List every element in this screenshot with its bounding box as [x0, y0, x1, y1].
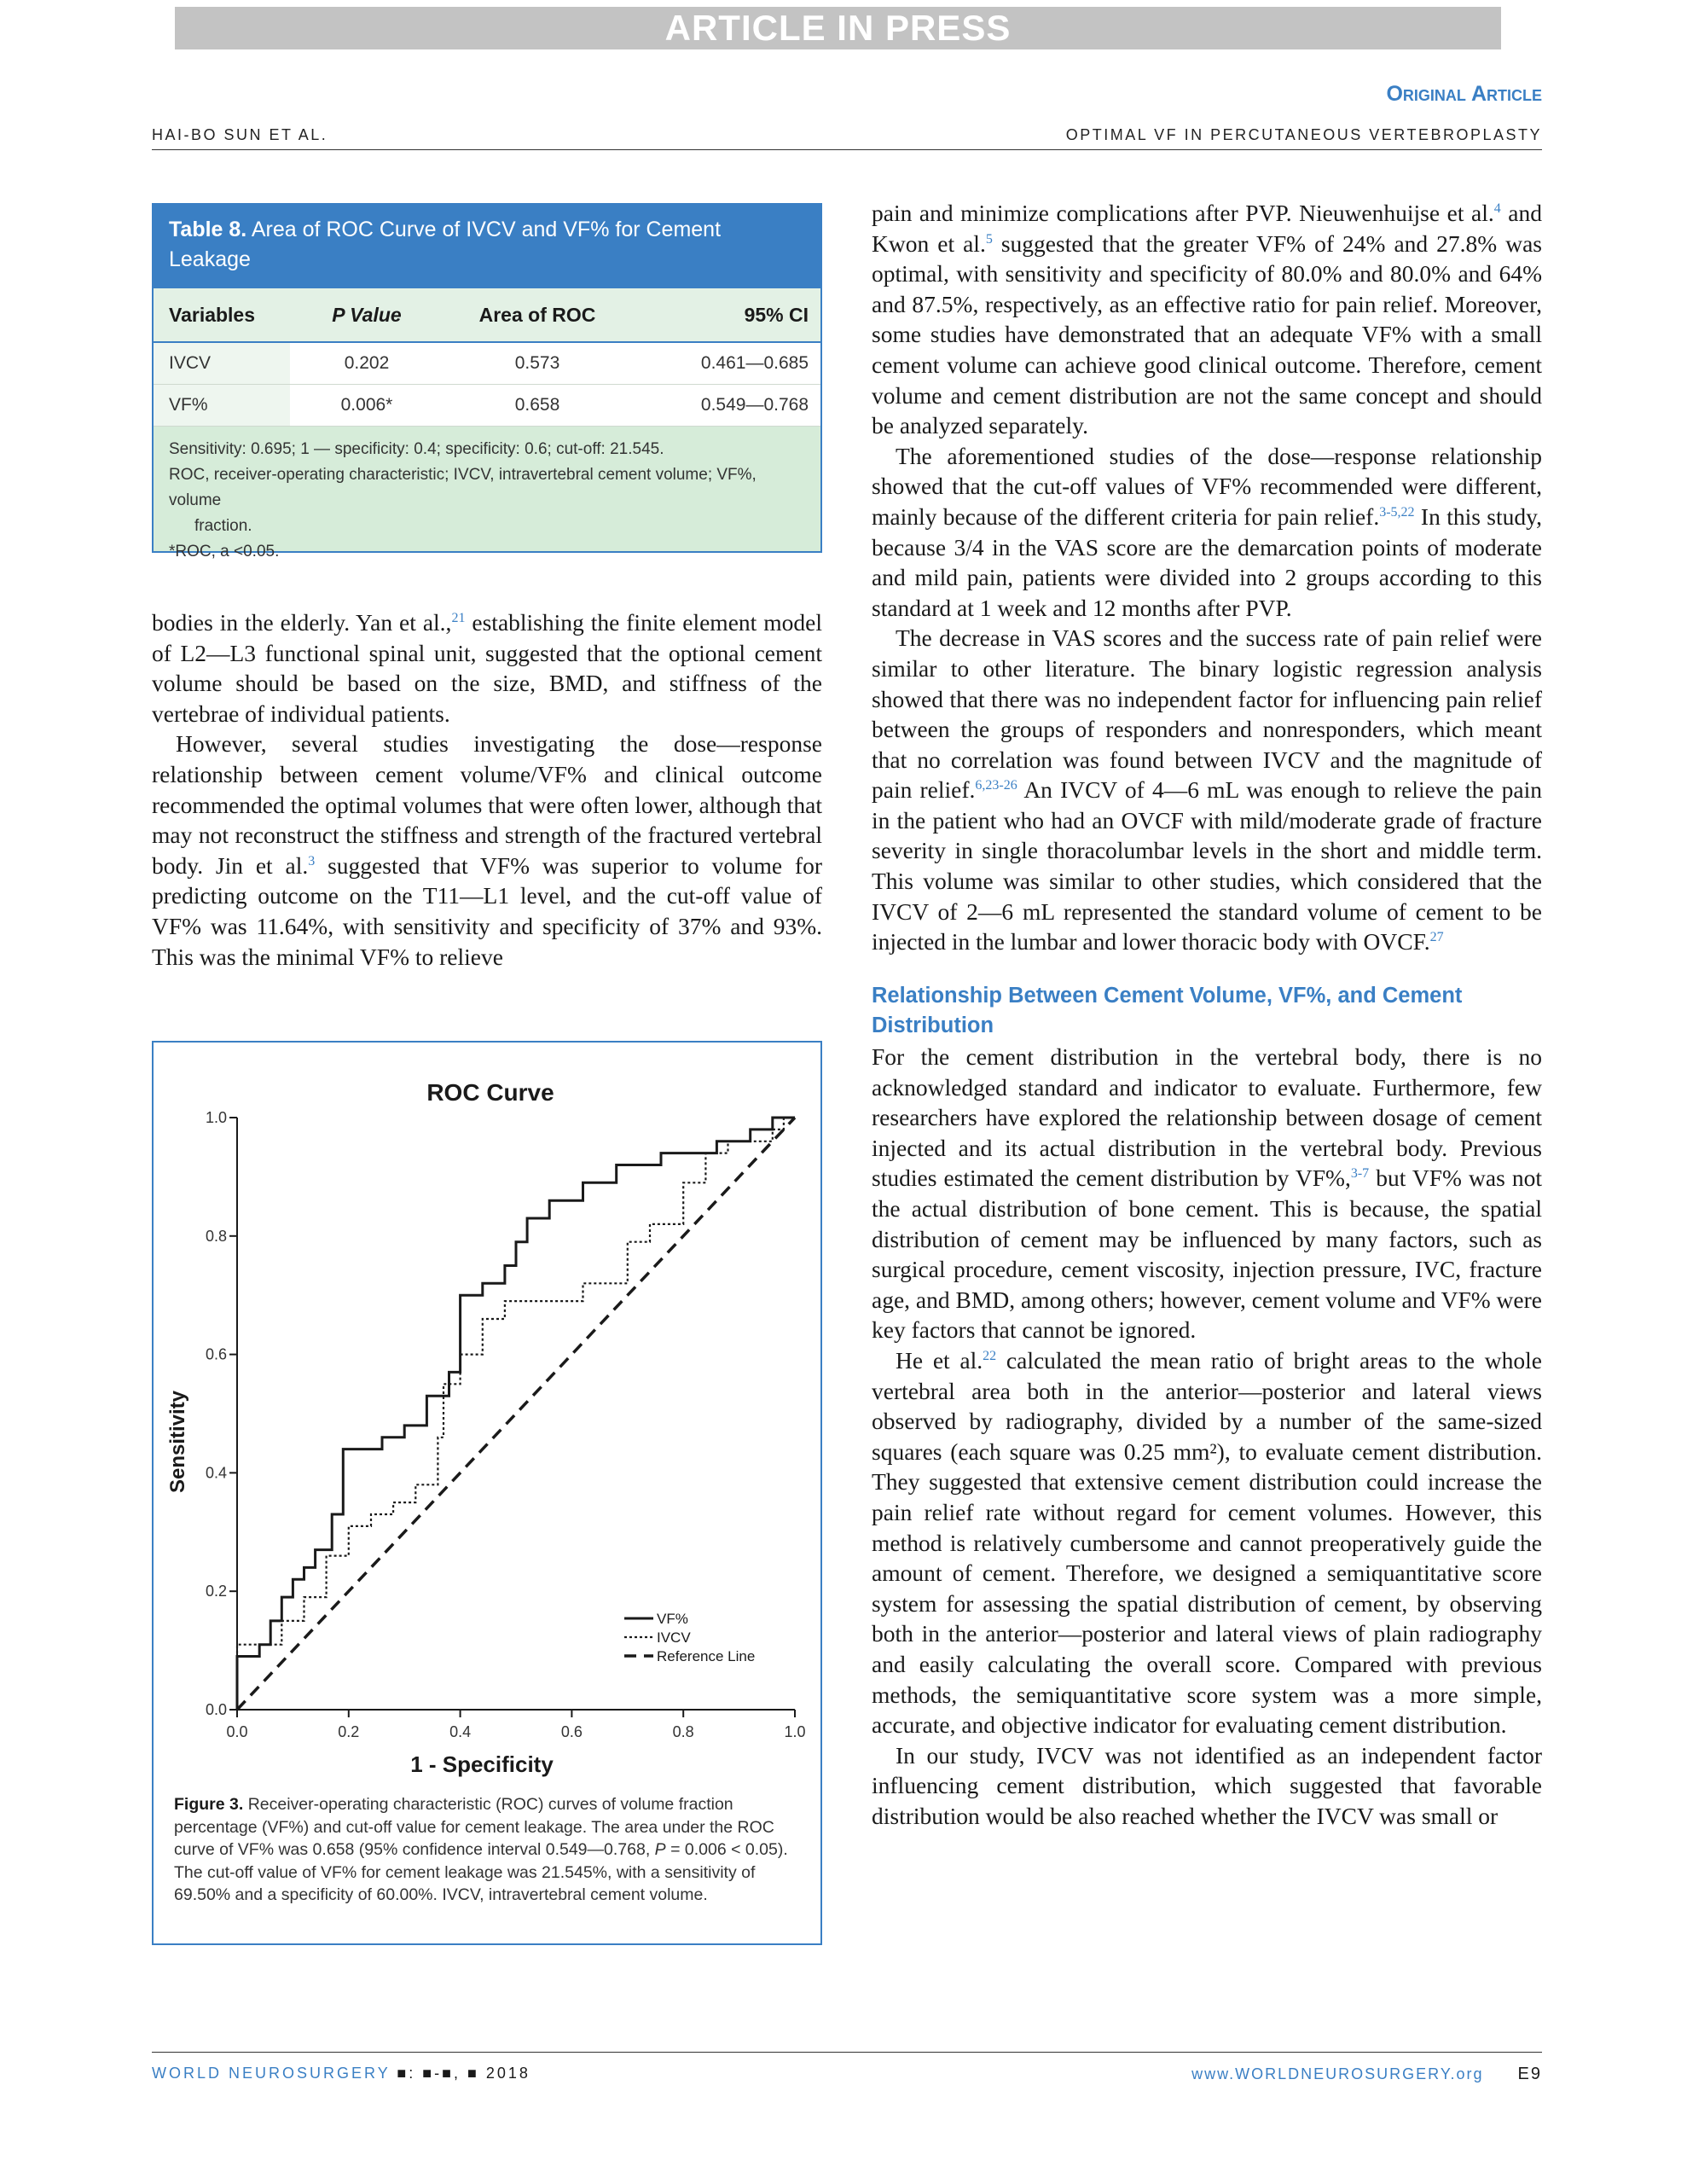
legend-label: IVCV [657, 1629, 691, 1646]
figure-3 [152, 1041, 822, 1945]
left-column-text [152, 607, 822, 972]
header-rule [152, 149, 1542, 150]
page-number: E9 [1517, 2065, 1542, 2083]
x-tick-label: 0.8 [672, 1723, 694, 1740]
y-tick-label: 0.4 [205, 1464, 227, 1482]
x-axis-label: 1 - Specificity [410, 1751, 554, 1777]
y-tick-label: 0.2 [205, 1583, 227, 1600]
table-row [154, 385, 820, 427]
paragraph: bodies in the elderly. Yan et al.,$^{21}$ establishing the finite element model of L2—L3 functional spinal unit, suggested that the optional cement volume should be based on the size, BMD, and stiffness of the vertebrae of individual patients. [152, 609, 822, 727]
y-tick-label: 0.0 [205, 1701, 227, 1718]
footer-rule [152, 2052, 1542, 2053]
citation-link[interactable]: 3 [308, 853, 316, 868]
footer-url [1191, 2065, 1542, 2084]
citation-link[interactable]: 27 [1429, 930, 1444, 945]
x-tick-label: 0.2 [338, 1723, 360, 1740]
citation-link[interactable]: 21 [451, 611, 466, 625]
table-footnote: fraction. [194, 517, 252, 535]
x-tick-label: 0.4 [449, 1723, 472, 1740]
journal-url-link[interactable]: www.WORLDNEUROSURGERY.org [1191, 2065, 1484, 2082]
y-tick-label: 0.8 [205, 1227, 227, 1245]
table-header-cell: Variables [169, 303, 256, 326]
table-cell: VF% [154, 385, 290, 426]
paragraph: The decrease in VAS scores and the success rate of pain relief were similar to other literature. The binary logistic regression analysis showed that there was no independent factor for influencing pain relief between the groups of responders and nonresponders, which meant that no correlation was found between IVCV and the magnitude of pain relief.$^{6,23-26}$ An IVCV of 4—6 mL was enough to relieve the pain in the patient who had an OVCF with mild/moderate grade of fracture severity in single thoracolumbar levels in the short and middle term. This volume was similar to other studies, which considered that the IVCV of 2—6 mL represented the standard volume of cement to be injected in the lumbar and lower thoracic body with OVCF.$^{27}$ [872, 624, 1542, 956]
table-header-cell: Area of ROC [478, 303, 596, 326]
table-cell: 0.573 [514, 353, 560, 373]
table-header-cell: P Value [332, 303, 402, 326]
citation-link[interactable]: 6,23-26 [975, 778, 1017, 793]
running-head-authors: HAI-BO SUN ET AL. [152, 126, 328, 143]
table-row [154, 343, 820, 385]
table-cell: 0.658 [514, 395, 560, 415]
chart-title: ROC Curve [426, 1079, 554, 1106]
y-tick-label: 1.0 [205, 1109, 227, 1126]
legend-label: Reference Line [657, 1648, 756, 1664]
x-tick-label: 0.6 [560, 1723, 583, 1740]
table-cell: 0.006* [340, 395, 393, 415]
y-tick-label: 0.6 [205, 1345, 227, 1363]
running-head-title: OPTIMAL VF IN PERCUTANEOUS VERTEBROPLASTY [1065, 126, 1542, 143]
citation-link[interactable]: 22 [983, 1348, 997, 1363]
roc-chart [154, 1043, 820, 1785]
table-title-text: Area of ROC Curve of IVCV and VF% for Cement Leakage [169, 218, 722, 271]
series-line-reference-line [237, 1118, 795, 1710]
table-footnotes [154, 427, 820, 575]
paragraph: For the cement distribution in the vertebral body, there is no acknowledged standard and indicator to evaluate. Furthermore, few researchers have explored the relationship between dosage of cement injected and its actual distribution in the vertebral body. Previous studies estimated the cement distribution by VF%,$^{3-7}$ but VF% was not the actual distribution of bone cement. This is because, the spatial distribution of cement may be influenced by many factors, such as surgical procedure, cement viscosity, injection pressure, IVC, fracture age, and BMD, among others; however, cement volume and VF% were key factors that cannot be ignored. [872, 1043, 1542, 1344]
table-footnote: *ROC, a <0.05. [169, 543, 280, 561]
table-cell: 0.202 [344, 353, 390, 373]
figure-caption: Figure 3. Receiver-operating characteristic (ROC) curves of volume fraction percentage (VF%) and cut-off value for cement leakage. The area under the ROC curve of VF% was 0.658 (95% confidence interval 0.549—0.768, P = 0.006 < 0.05). The cut-off value of VF% for cement leakage was 21.545%, with a sensitivity of 69.50% and a specificity of 60.00%. IVCV, intravertebral cement volume. [174, 1795, 788, 1904]
table-header-cell: 95% CI [744, 303, 809, 326]
table-8 [152, 203, 822, 561]
table-cell: 0.461—0.685 [700, 353, 809, 373]
section-subheading: Relationship Between Cement Volume, VF%, and Cement Distribution [872, 983, 1463, 1038]
section-label: Original Article [1386, 82, 1542, 106]
article-in-press-banner: ARTICLE IN PRESS [175, 7, 1501, 49]
paragraph: He et al.$^{22}$ calculated the mean ratio of bright areas to the whole vertebral area both in the anterior—posterior and lateral views observed by radiography, divided by a number of the same-sized squares (each square was 0.25 mm²), to evaluate cement distribution. They suggested that extensive cement distribution could increase the pain relief rate without regard for cement volumes. However, this method is relatively cumbersome and cannot preoperatively guide the amount of cement. Therefore, we designed a semiquantitative score system for assessing the spatial distribution of cement, by observing both in the anterior—posterior and lateral views of plain radiography and easily calculating the overall score. Compared with previous methods, the semiquantitative score system was a more simple, accurate, and objective indicator for evaluating cement distribution. [872, 1346, 1542, 1739]
footer-journal: WORLD NEUROSURGERY ■: ■-■, ■ 2018 [152, 2065, 530, 2082]
right-column-text [872, 198, 1542, 1831]
paragraph: The aforementioned studies of the dose—response relationship showed that the cut-off values of VF% recommended were different, mainly because of the different criteria for pain relief.$^{3-5,22}$ In this study, because 3/4 in the VAS score are the demarcation points of moderate and mild pain, patients were divided into 2 groups according to this standard at 1 week and 12 months after PVP. [872, 442, 1542, 621]
y-axis-label: Sensitivity [166, 1390, 189, 1494]
table-cell: IVCV [154, 343, 290, 384]
table-label: Table 8. [169, 218, 247, 241]
table-header-row [154, 288, 820, 343]
table-footnote: Sensitivity: 0.695; 1 — specificity: 0.4; specificity: 0.6; cut-off: 21.545. [169, 440, 664, 458]
table-footnote: ROC, receiver-operating characteristic; IVCV, intravertebral cement volume; VF%, volume [169, 466, 757, 509]
x-tick-label: 1.0 [784, 1723, 806, 1740]
citation-link[interactable]: 3-5,22 [1379, 504, 1415, 520]
table-title [154, 205, 820, 288]
citation-link[interactable]: 5 [985, 231, 993, 247]
paragraph: However, several studies investigating the dose—response relationship between cement volume/VF% and clinical outcome recommended the optimal volumes that were often lower, although that may not reconstruct the stiffness and strength of the fractured vertebral body. Jin et al.$^3$ suggested that VF% was superior to volume for predicting outcome on the T11—L1 level, and the cut-off value of VF% was 11.64%, with sensitivity and specificity of 37% and 93%. This was the minimal VF% to relieve [152, 730, 822, 970]
legend-label: VF% [657, 1611, 688, 1627]
citation-link[interactable]: 3-7 [1350, 1166, 1370, 1182]
paragraph: In our study, IVCV was not identified as an independent factor influencing cement distribution, which suggested that favorable distribution would be also reached whether the IVCV was small or [872, 1741, 1542, 1829]
paragraph: pain and minimize complications after PVP. Nieuwenhuijse et al.$^4$ and Kwon et al.$^5$ suggested that the greater VF% of 24% and 27.8% was optimal, with sensitivity and specificity of 80.0% and 80.0% and 64% and 87.5%, respectively, as an effective ratio for pain relief. Moreover, some studies have demonstrated that an adequate VF% with a small cement volume can achieve good clinical outcome. Therefore, cement volume and cement distribution are not the same concept and should be analyzed separately. [872, 200, 1542, 439]
citation-link[interactable]: 4 [1493, 201, 1501, 216]
x-tick-label: 0.0 [226, 1723, 248, 1740]
table-cell: 0.549—0.768 [700, 395, 809, 415]
